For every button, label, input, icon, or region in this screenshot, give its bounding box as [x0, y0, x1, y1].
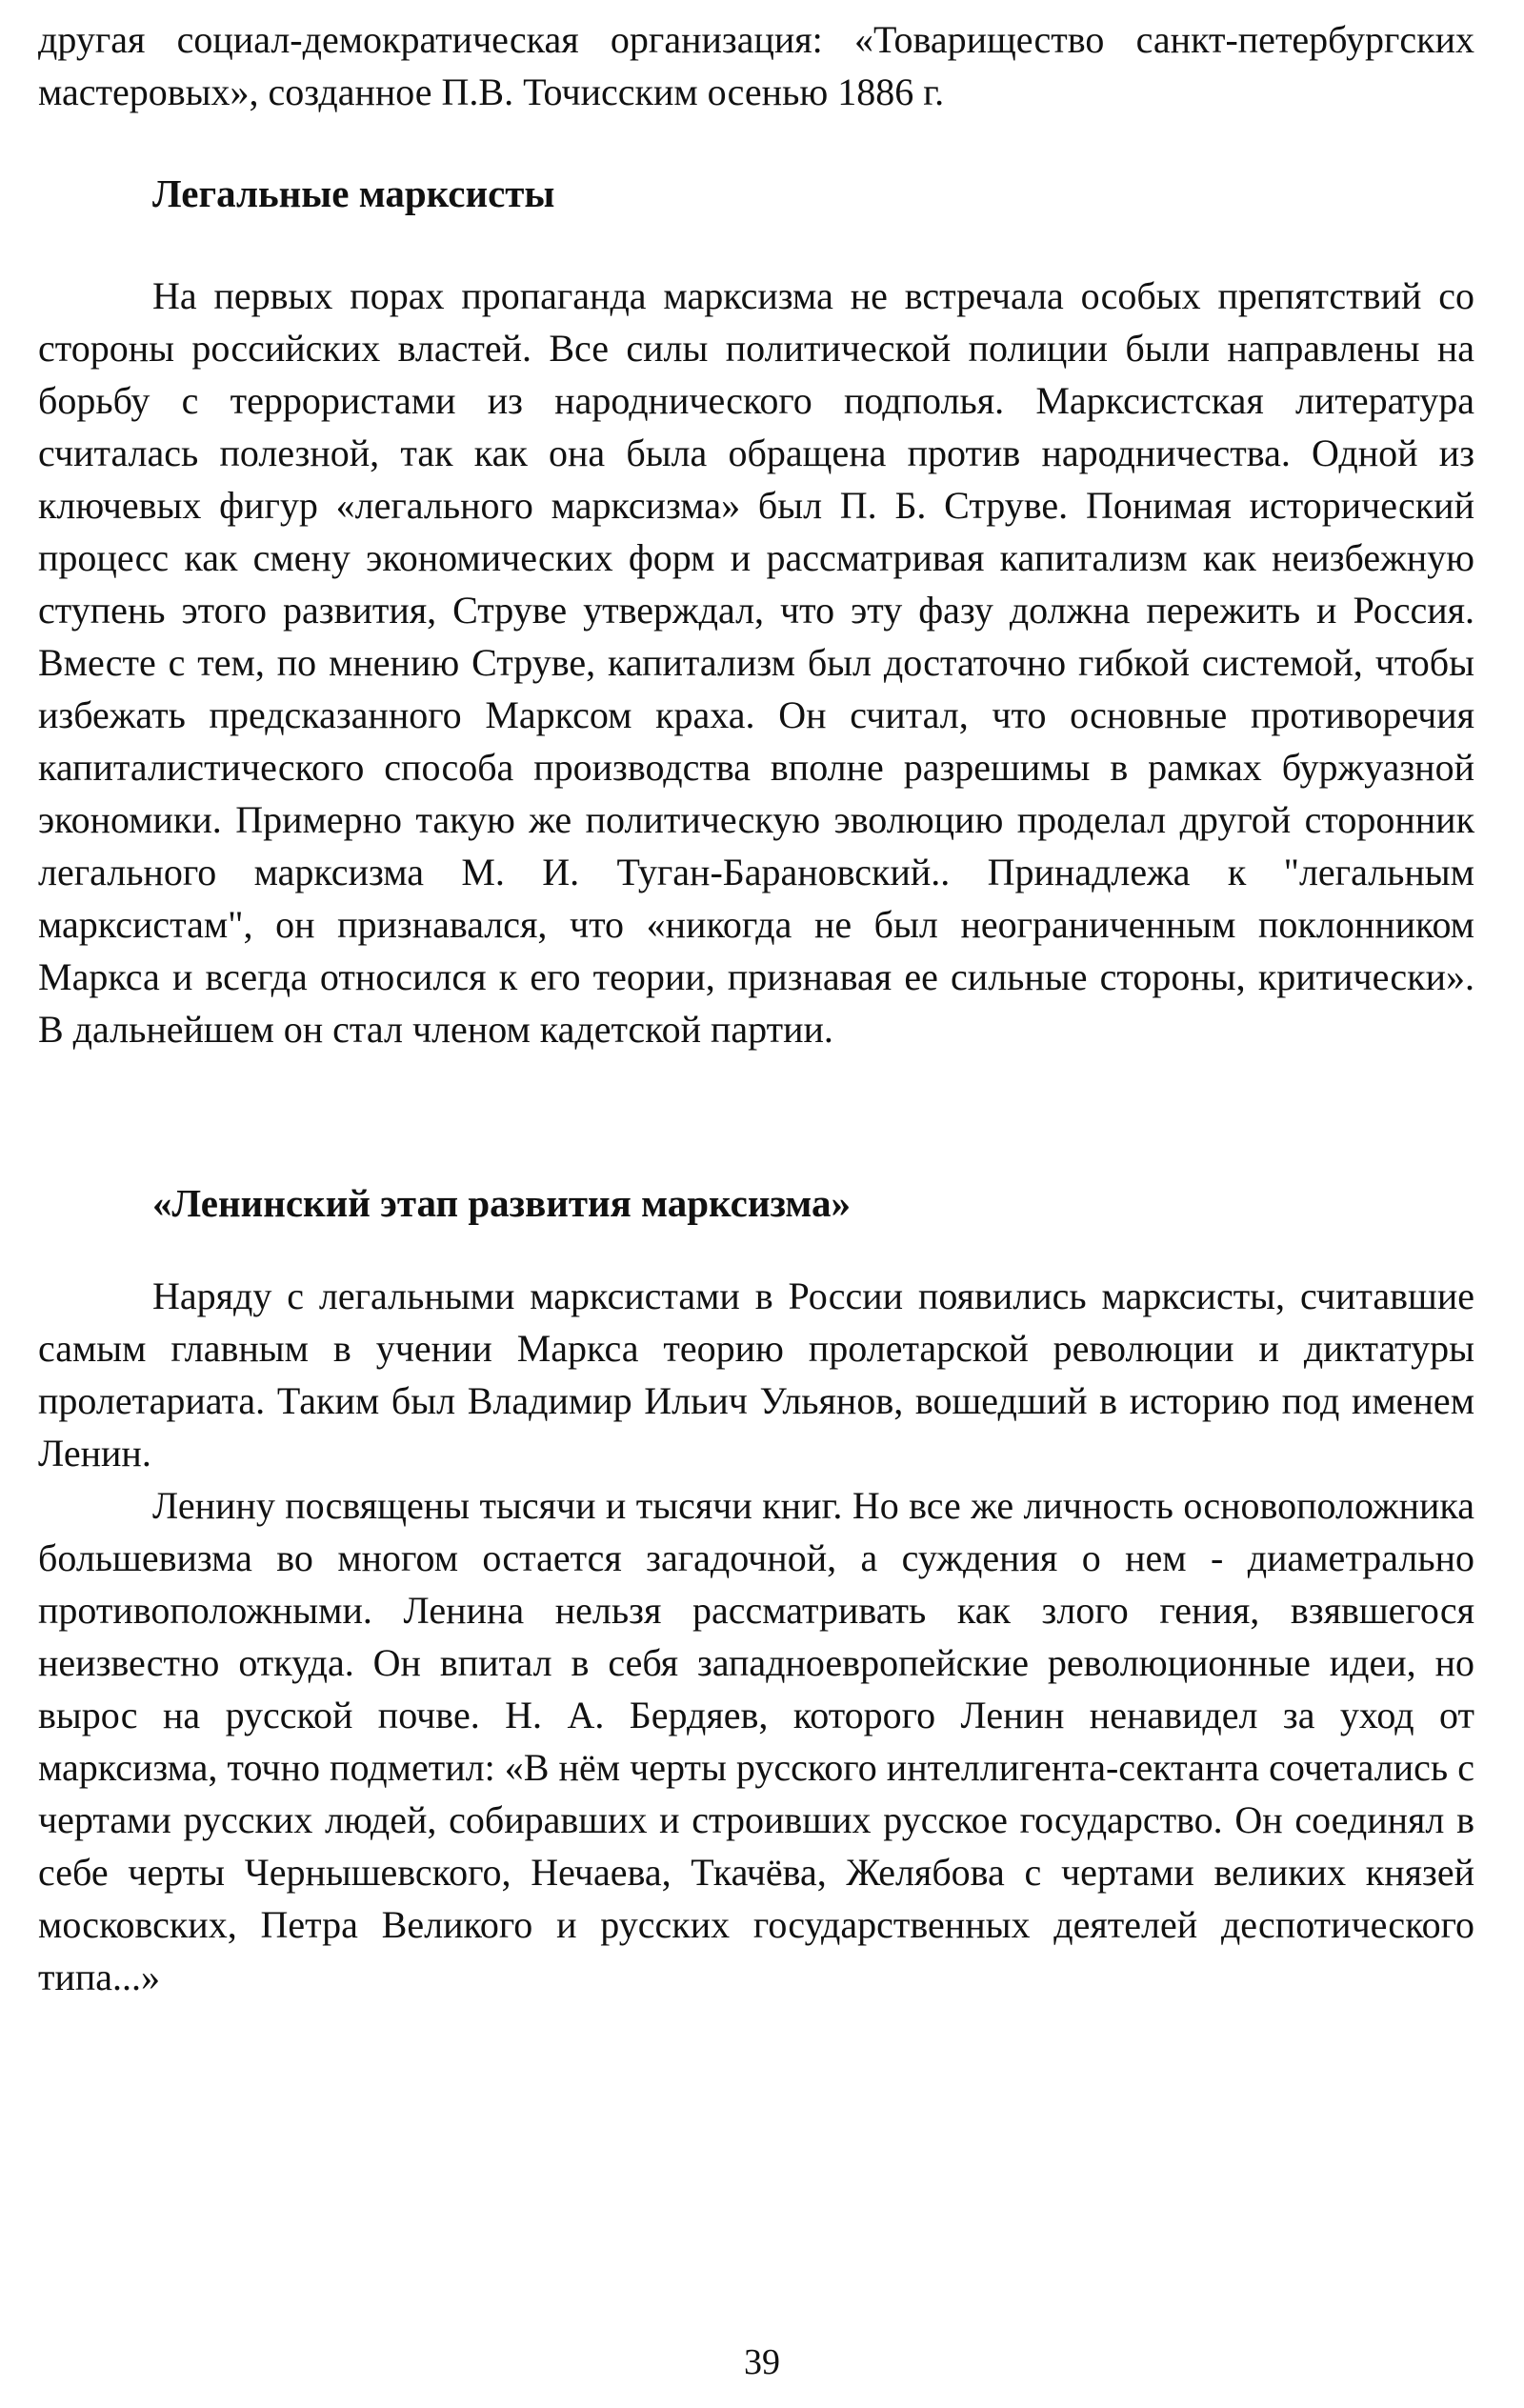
intro-paragraph: другая социал-демократическая организация: «Товарищество санкт-петербургских мастеровых», созданное П.В. Точисским осенью 1886 г.: [38, 18, 1474, 113]
paragraph-legal-marxists: На первых порах пропаганда марксизма не встречала особых препятствий со стороны российских властей. Все силы политической полиции были направлены на борьбу с террористами из народнического подполья. Марксистская литература считалась полезной, так как она была обращена против народничества. Одной из ключевых фигур «легального марксизма» был П. Б. Струве. Понимая исторический процесс как смену экономических форм и рассматривая капитализм как неизбежную ступень этого развития, Струве утверждал, что эту фазу должна пережить и Россия. Вместе с тем, по мнению Струве, капитализм был достаточно гибкой системой, чтобы избежать предсказанного Марксом краха. Он считал, что основные противоречия капиталистического способа производства вполне разрешимы в рамках буржуазной экономики. Примерно такую же политическую эволюцию проделал другой сторонник легального марксизма М. И. Туган-Барановский.. Принадлежа к "легальным марксистам", он признавался, что «никогда не был неограниченным поклонником Маркса и всегда относился к его теории, признавая ее сильные стороны, критически». В дальнейшем он стал членом кадетской партии.: [38, 274, 1474, 1051]
spacer: [38, 1230, 1474, 1270]
spacer: [38, 1055, 1474, 1177]
document-page: [38, 13, 1474, 2003]
page-number: 39: [744, 2342, 780, 2382]
spacer: [38, 118, 1474, 168]
section-heading-legal-marxists: Легальные марксисты: [152, 171, 555, 215]
paragraph-lenin-personality: Ленину посвящены тысячи и тысячи книг. Но все же личность основоположника большевизма во многом остается загадочной, а суждения о нем - диаметрально противоположными. Ленина нельзя рассматривать как злого гения, взявшегося неизвестно откуда. Он впитал в себя западноевропейские революционные идеи, но вырос на русской почве. Н. А. Бердяев, которого Ленин ненавидел за уход от марксизма, точно подметил: «В нём черты русского интеллигента-сектанта сочетались с чертами русских людей, собиравших и строивших русское государство. Он соединял в себе черты Чернышевского, Нечаева, Ткачёва, Желябова с чертами великих князей московских, Петра Великого и русских государственных деятелей деспотического типа...»: [38, 1484, 1474, 1998]
spacer: [38, 220, 1474, 270]
section-heading-lenin-stage: «Ленинский этап развития марксизма»: [152, 1181, 851, 1225]
paragraph-lenin-intro: Наряду с легальными марксистами в России появились марксисты, считавшие самым главным в учении Маркса теорию пролетарской революции и диктатуры пролетариата. Таким был Владимир Ильич Ульянов, вошедший в историю под именем Ленин.: [38, 1274, 1474, 1475]
